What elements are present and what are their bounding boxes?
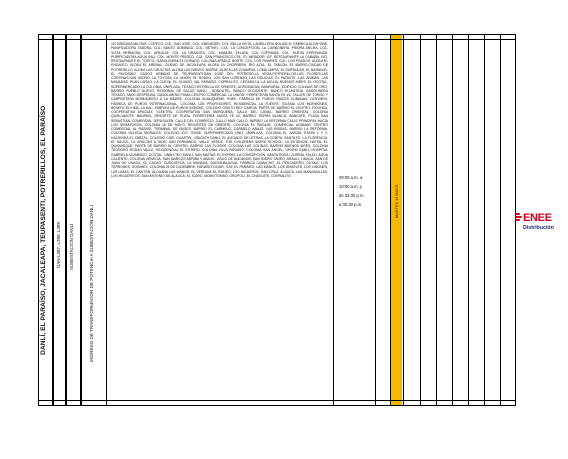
schedule-line: 08:00 a.m. a — [339, 175, 363, 180]
schedule-line: a 05:30 p.m. — [339, 202, 363, 207]
substation-cell: SUBESTACIÓN DANLÍ — [69, 223, 74, 270]
column-divider — [390, 34, 391, 406]
column-divider — [484, 34, 485, 406]
logo-subtitle: Distribución — [523, 225, 554, 231]
column-divider — [436, 34, 437, 406]
table-bottom-rule — [38, 400, 516, 401]
column-divider — [500, 34, 501, 406]
column-divider — [80, 34, 82, 406]
table-top-rule — [38, 39, 516, 40]
column-divider — [375, 34, 376, 406]
reason-cell: INGRESO DE TRANSFORMADOR DE POTENCIA A SUBESTACIÓN DANLÍ — [89, 204, 94, 362]
column-divider — [403, 34, 404, 406]
column-divider — [65, 34, 67, 406]
schedule-line: 10:00 a.m. y — [339, 184, 363, 189]
column-divider — [106, 34, 107, 406]
column-divider — [52, 34, 54, 406]
day-cell: MARTES 13 MAYO — [395, 184, 399, 218]
column-divider — [420, 34, 421, 406]
logo-mark-icon — [515, 213, 522, 227]
schedule-cell — [339, 173, 379, 209]
column-divider — [468, 34, 469, 406]
logo-wordmark: ENEE — [523, 212, 552, 224]
department-cell: DANLÍ, EL PARAÍSO, JACALEAPA, TEUPASENTI, POTRERILLOS, EL PARAÍSO — [40, 105, 47, 355]
circuits-cell: DAN-L387, L388, L389 — [56, 221, 61, 268]
schedule-line: de 03:30 p.m. — [339, 193, 365, 198]
enee-logo — [515, 208, 565, 238]
column-divider — [452, 34, 453, 406]
affected-sectors-cell: 110 BRIGADA MILITAR, COPECO, COL. SAN JOSÉ, COL. EBENEZER, COL. BELLA VISTA, LADRILLERA NOLASCO, FÁBRICA ALCAPONE, PANIFICADORA TABORA, COL. SANTO DOMINGO, COL. BETHEL, COL. LA CONCEPCIÓN, LA CARBONERA, PIEDRA ANCHA, COL. VISTA HERMOSA, COL. APAGUIZ, COL LA GRANJITA, COL. MANUEL ZELAYA, COL COFRADÍA, COL. NUEVA ESPERANZA, PURIFICADORA AGUA SALI, COL. MONTE FRESCO, COL. SAN FRANCISCO,COL. EL MIRADOR, ICF, RESTAURANTE LA CABAÑA, ISO, RESTAURANTE EL TORITO, GASOLINERA EL DORADO, COLONIA APADUZ NORTE, COL. LOS PINARES, COL. LOS PRADOS, ALDEA EL ENCANTO, ALDEA EL ARENAL, CIUDAD DE JACALEAPA, ALDEA LA CHORRERA, RÍO AZUL, EL TABLÓN, EL BARRO,CIUDAD DE POTRERILLO, ALDEA LAS CRUCITAS, ALDEA LAS NIEVES, NISPAE, ALDEA LAS CHAMPAS, LOMA LIMPIA, EL SURSULAR, EL NARANJO, EL PAVOSINO, CASCO URBANO DE TEUPASENTI,SAN JOSÉ DEL POTRERO,LA VEGA,POTRERILLOS,LAS FLORES,LAS CORTINAS,SAN ISIDRO, LA TOYOSA, LA UNIÓN, EL RODEO, LOS SAN LORENZO, LAS DELICIAS, EL PATASTE, LAS ÁNIMAS, LAS MANADAS, PLAN LARGO, LA CUEVA, EL OLINGO, VAL PARAÍSO, CORRALITO, CERADILLA, LA AGUJA, BUENOS AIRES, EL OCOTAL, SUPERMERCADO LA COLONIA, UNIPLAZA, TEXACO ESTRELLA DE ORIENTE, AGROSIATAN, BANRURAL, EDIFICIO COLINAS DE ORO, BARRIO PUEBLO NUEVO, REGIONAL DE SALUD DANLÍ , HONDUTEL, BANCO OCCIDENTE, BANCO ATLÁNTIDA, GASOLINERA TEXACO, MAXI DESPENSA, GASOLINERA PUMA CENTRO COMERCIAL LA UNIÓN, FERRETERÍA SANTA FE #1, TALLER DE TORNO Y CARPINTERÍA MONUMENTO A LA MADRE, COLONIA GUALIQUEME, ENEE, FÁBRICA DE PUROS RAÍCES CUBANAS, CEDYMEH, FÁBRICA DE PUROS INTERNACIONAL, COLONIA LOS PROFESORES, RESIDENCIAL LA FUENTE, IGLESIA LOS MORMONES, BENEFICIO IHMA, LA SAC, FÁBRICA DE PUROS ESMOKE, COLEGIO CRISTO REY GARCÍA, PARTE DE BARRIO EL CENTRO, FICOHSA, COOPERATIVA APAGUIZ, ELEKTRA, COOPERATIVA SAN MARQUEÑA, CALLE DEL CANAL, BARRIO ORIENTAL, COLONIA QUISCAMOTE, BANPAIS, RESORTS DE PLATA, FERRETERÍA SANTA FE #2, BARRIO TIERRA BLANCA, BANCAFÉ, PLAZA SAN SEBASTIÁN, COMERCIAL JERUSALÉN, CALLE DEL COMERCIO, CALLO MAS CALLO, BARRIO LA REFORMA CALLE PRINCIPAL HACIA LOS SEMÁFOROS, COLONIA 16 DE MAYO, RESORTES DE ORIENTE, COLONIA EL PAISAJE, COMERCIAL AGAMAR, CENTRO COMERCIAL AL RASHID, TERMINAL DE BUSES, BARRIO EL CARMELO, CARMELO ABAJO, LAS BRISAS, BARRIO LA REFORMA, COLONIA VILLEDA MORALES, COLEGIO IDO, OVIDE, SUPERMERCADO UNO, UNIPLAZA, COLONIA EL ZARZAL ETAPA 1 Y 2, HACIENDA EL ZARZAL, COLEGIO CIDE, CUARTEL, UNICATH DANLÍ, EL AIZGADO DE LETRAS, LA COBITA, SANTA FE, LA FLORENCIA, EL SAUCE, LA GRACIAS A DIOS, SAN FERNANDO, VALLE VERDE, THE CHILDRENS WORD SCHOOL, LA ESTANCIA, HATSA, EL QUIQUISQUE, PARTE DE BARRIO EL CENTRO, BARRIO LAS FLORES, COLONIA LAS COLINAS, BARRIO BUENOS AIRES, COLONIA TEODORO RODAS VALLE, RESIDENCIAL EL ESTERO, COLONIA VILLA PARAÍSO, COLONIA SAN ÁNGEL, UPNFM DANLÍ, HOSPITAL GABRIELA ALVARADO, OCOTAL, UNAH-TEC DANLÍ, SAN MATÍAS, EL ESPINO, LA CONCEPCIÓN, SANTA ROSA, CORRAL FALSO, AGUA CALIENTE, COLONIA VENECIA, SAN MARCOS ARRIBA Y ABAJO , ASILO DE ANCIANOS SAN ISIDRO TADEO, ARAULI, LINACA, SAN DE JUAN DE LINACA, EL CACAO, CUSCATECA, LA MANADA, QUISGUALAGUA, FÁBRICA CAMACHO, EL PESCADERO, CUYALÍ, LOS TERRONES, SOGIMEX, COLONIA 24 DE DICIEMBRE, PARAÍSO CIGAR, ITAF, EL PARAÍSO, LAS MANOS, LOS ÁNGELES, LOS LIMONES, LAS LIMAS, EL CANTÓN, ALDUANA LAS MANOS, EL VERDUM, EL RODEO, LOS HIGUEROS, SAN CRUZ, ALAUCA, LAS MANZANILLAS, LOS HIGUERITOS, SAN ANTONIO DE ALAUCA, EL ICARO, MOMOTOMBO, OROPOLÍ, EL CHAGUITE, CORRALITO. — [111, 42, 328, 178]
column-divider — [333, 34, 334, 406]
